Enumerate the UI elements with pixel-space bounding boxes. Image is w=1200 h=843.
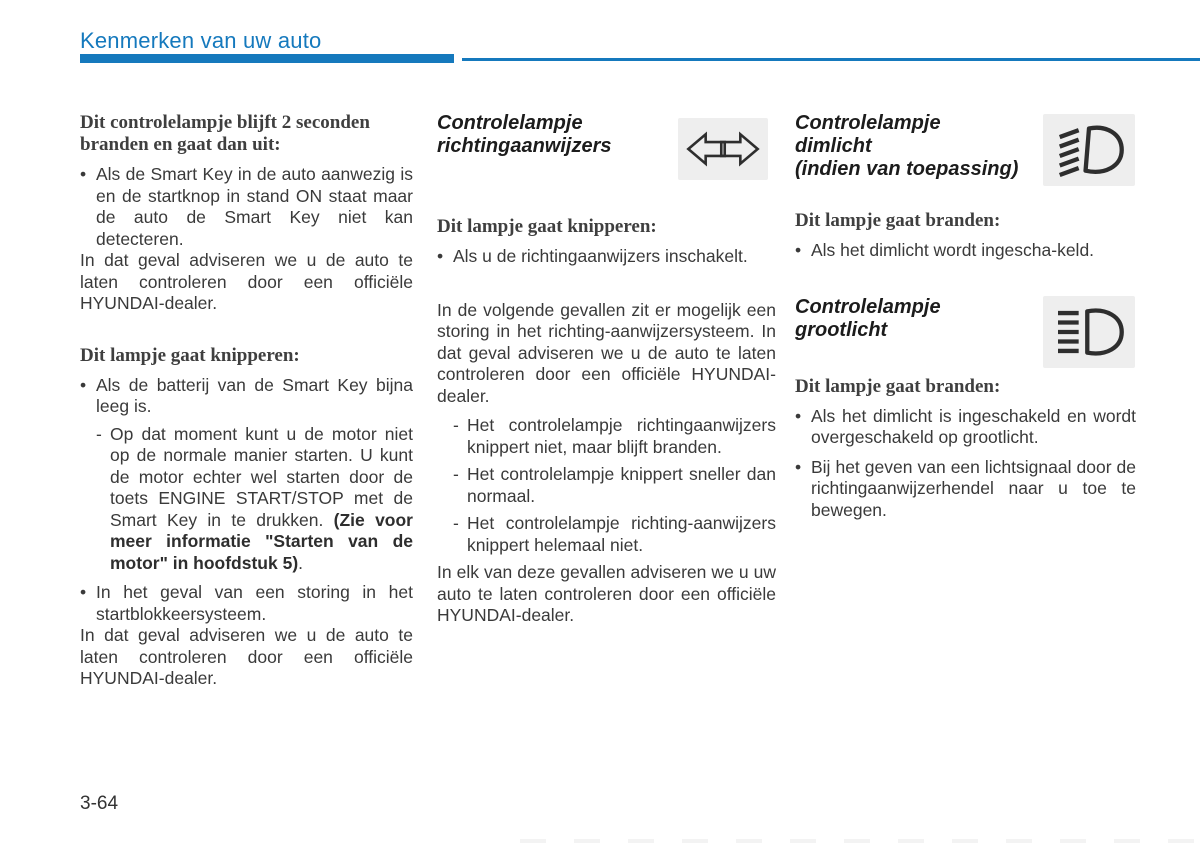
dash-text-normal: Op dat moment kunt u de motor niet op de normale manier starten. U kunt de motor echter wel starten door de toets ENGINE START/STOP met de Smart Key in te drukken. — [110, 423, 413, 530]
column-smart-key — [80, 112, 413, 690]
sub-list-item — [453, 513, 776, 556]
column-richtingaanwijzers — [437, 112, 776, 627]
dash-marker — [96, 424, 110, 575]
dash-text: Het controlelampje richting-aanwijzers knippert helemaal niet. — [467, 513, 776, 555]
list-item — [80, 375, 413, 418]
bullet-text: Bij het geven van een lichtsignaal door de richtingaanwijzerhendel naar u toe te bewegen. — [811, 456, 1136, 520]
dash-text: Het controlelampje knippert sneller dan normaal. — [467, 464, 776, 506]
header-accent-rule — [462, 58, 1200, 61]
section-head-grootlicht — [795, 296, 1136, 376]
section-title-line: dimlicht — [795, 135, 872, 157]
dash-marker — [453, 464, 467, 507]
section-title-line: Controlelampje — [795, 295, 941, 318]
low-beam-icon — [1043, 114, 1135, 186]
paragraph-advies: In elk van deze gevallen adviseren we u uw auto te laten controleren door een officiële HYUNDAI-dealer. — [437, 562, 776, 625]
sub-list-item — [96, 424, 413, 575]
bullet-text: Als u de richtingaanwijzers inschakelt. — [453, 246, 748, 266]
dash-text — [110, 424, 413, 575]
high-beam-icon — [1043, 296, 1135, 368]
dash-marker — [453, 415, 467, 458]
dash-text: Het controlelampje richtingaanwijzers knippert niet, maar blijft branden. — [467, 415, 776, 457]
list-item — [80, 582, 413, 625]
list-item — [437, 246, 776, 268]
list-item — [795, 457, 1136, 522]
page-number: 3-64 — [80, 793, 119, 814]
section-title-line: richtingaanwijzers — [437, 135, 612, 157]
section-head-richtingaanwijzers — [437, 112, 776, 216]
dash-text-bold-reference: (Zie voor meer informatie "Starten van de motor" in hoofdstuk 5) — [110, 509, 413, 573]
column-lichten — [795, 112, 1136, 521]
bullet-marker — [795, 406, 811, 449]
header-accent-bar — [80, 54, 454, 63]
dash-marker — [453, 513, 467, 556]
bullet-marker — [437, 246, 453, 268]
paragraph-storing: In de volgende gevallen zit er mogelijk een storing in het richting-aanwijzersysteem. In dat geval adviseren we u de auto te laten controleren door een officiële HYUNDAI-dealer. — [437, 299, 776, 406]
heading-blijft-branden: Dit controlelampje blijft 2 seconden branden en gaat dan uit: — [80, 112, 370, 155]
section-title-line: (indien van toepassing) — [795, 158, 1019, 180]
dash-text-end: . — [298, 552, 304, 573]
scan-edge-artifact — [520, 839, 1200, 843]
bullet-text: Als de batterij van de Smart Key bijna leeg is. — [96, 374, 413, 416]
bullet-text: Als de Smart Key in de auto aanwezig is en de startknop in stand ON staat maar de auto de Smart Key niet kan detecteren. — [96, 164, 413, 249]
section-title-line: grootlicht — [795, 318, 888, 341]
heading-gaat-branden: Dit lampje gaat branden: — [795, 375, 1001, 397]
sub-list-item — [453, 464, 776, 507]
paragraph-advies: In dat geval adviseren we u de auto te laten controleren door een officiële HYUNDAI-dealer. — [80, 625, 413, 688]
bullet-marker — [80, 582, 96, 625]
sub-list-item — [453, 415, 776, 458]
list-item — [795, 240, 1136, 262]
bullet-text: In het geval van een storing in het startblokkeersysteem. — [96, 582, 413, 624]
page-title: Kenmerken van uw auto — [80, 28, 322, 53]
heading-gaat-branden: Dit lampje gaat branden: — [795, 210, 1001, 231]
turn-signal-indicator-icon — [678, 118, 768, 180]
list-item — [80, 164, 413, 250]
bullet-text: Als het dimlicht wordt ingescha-keld. — [811, 240, 1095, 260]
section-title-line: Controlelampje — [795, 112, 941, 134]
section-title-line: Controlelampje — [437, 112, 583, 134]
list-item — [795, 406, 1136, 449]
paragraph-advies: In dat geval adviseren we u de auto te laten controleren door een officiële HYUNDAI-dealer. — [80, 250, 413, 313]
bullet-marker — [80, 164, 96, 250]
heading-gaat-knipperen: Dit lampje gaat knipperen: — [437, 216, 657, 237]
section-head-dimlicht — [795, 112, 1136, 210]
bullet-marker — [80, 375, 96, 418]
bullet-text: Als het dimlicht is ingeschakeld en wordt overgeschakeld op grootlicht. — [811, 405, 1136, 447]
bullet-marker — [795, 240, 811, 262]
bullet-marker — [795, 457, 811, 522]
heading-gaat-knipperen: Dit lampje gaat knipperen: — [80, 344, 300, 366]
